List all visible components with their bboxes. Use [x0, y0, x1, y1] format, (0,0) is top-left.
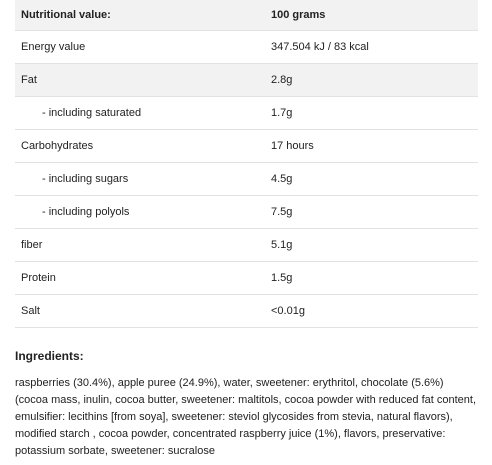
row-value: 7.5g: [265, 196, 478, 229]
row-label: fiber: [15, 229, 265, 262]
ingredients-heading: Ingredients:: [15, 349, 84, 363]
nutrition-table-body: [15, 31, 478, 328]
row-label: Energy value: [15, 31, 265, 64]
row-label: Carbohydrates: [15, 130, 265, 163]
row-label: Protein: [15, 262, 265, 295]
row-value: 4.5g: [265, 163, 478, 196]
row-value: 1.5g: [265, 262, 478, 295]
row-label: - including saturated: [15, 97, 265, 130]
row-label: - including sugars: [15, 163, 265, 196]
table-row-energy: [15, 31, 478, 64]
table-row-carbohydrates: [15, 130, 478, 163]
row-label: - including polyols: [15, 196, 265, 229]
row-value: 5.1g: [265, 229, 478, 262]
row-value: 347.504 kJ / 83 kcal: [265, 31, 478, 64]
row-value: 17 hours: [265, 130, 478, 163]
nutrition-table: [15, 0, 478, 328]
row-value: 2.8g: [265, 64, 478, 97]
row-label: Salt: [15, 295, 265, 328]
table-row-fat: [15, 64, 478, 97]
ingredients-text: raspberries (30.4%), apple puree (24.9%), water, sweetener: erythritol, chocolate (5.6%) (cocoa mass, inulin, cocoa butter, sweetener: maltitols, cocoa powder with reduced fat content, emulsifier: lecithins [from soya], sweetener: steviol glycosides from stevia, natural flavors), modified starch , cocoa powder, concentrated raspberry juice (1%), flavors, preservative: potassium sorbate, sweetener: sucralose: [15, 377, 477, 457]
table-row-polyols: [15, 196, 478, 229]
nutrition-table-header: [15, 0, 478, 31]
table-row-sugars: [15, 163, 478, 196]
table-row-saturated: [15, 97, 478, 130]
header-nutritional-value: Nutritional value:: [15, 0, 265, 31]
row-value: 1.7g: [265, 97, 478, 130]
table-row-protein: [15, 262, 478, 295]
table-row-fiber: [15, 229, 478, 262]
table-row-salt: [15, 295, 478, 328]
row-label: Fat: [15, 64, 265, 97]
table-header-row: [15, 0, 478, 31]
row-value: <0.01g: [265, 295, 478, 328]
header-100-grams: 100 grams: [265, 0, 478, 31]
